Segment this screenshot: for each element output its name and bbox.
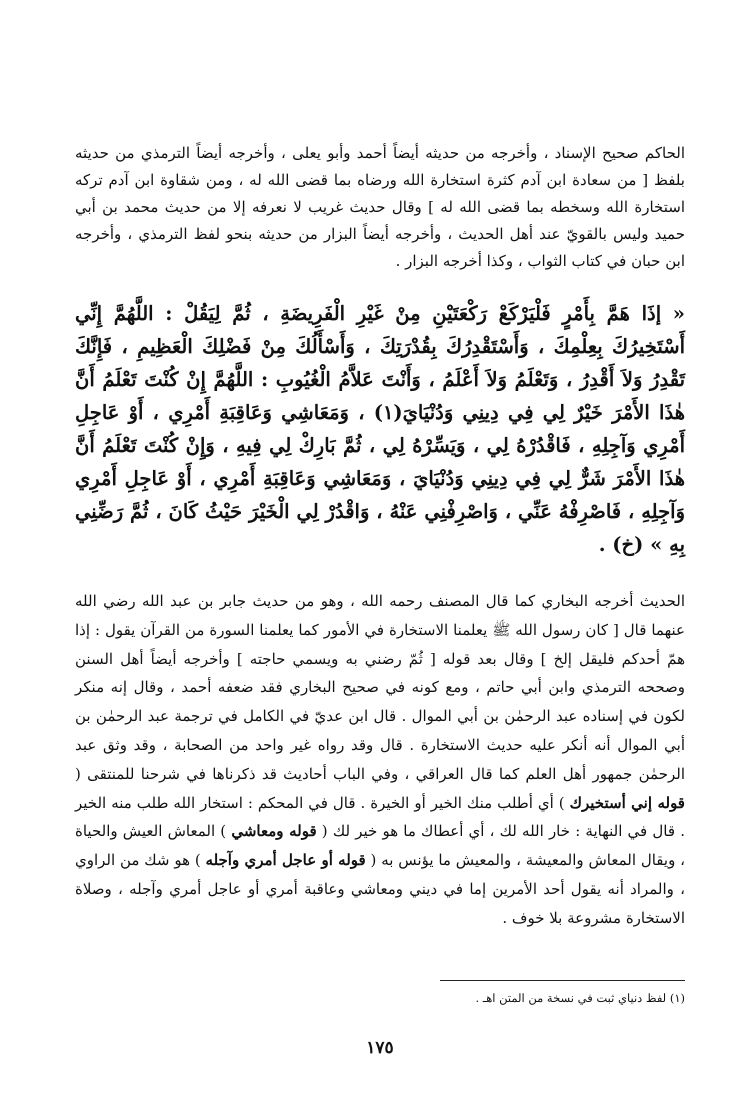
commentary-part-2: ) أي أطلب منك الخير أو الخيرة . قال في المحكم : استخار الله طلب منه الخير . قال في النهاية : خار الله لك ، أي أعطاك ما هو خير لك (	[75, 793, 685, 841]
quote-2: قوله ومعاشي	[231, 822, 317, 841]
commentary-part-1: الحديث أخرجه البخاري كما قال المصنف رحمه الله ، وهو من حديث جابر بن عبد الله رضي الله عنهما قال [ كان رسول الله ﷺ يعلمنا الاستخارة في الأمور كما يعلمنا السورة من القرآن يقول : إذا همّ أحدكم فليقل إلخ ] وقال بعد قوله [ ثُمّ رضني به ويسمي حاجته ] وأخرجه أيضاً أهل السنن وصححه الترمذي وابن أبي حاتم ، ومع كونه في صحيح البخاري فقد ضعفه أحمد ، وقال إنه منكر لكون في إسناده عبد الرحمٰن بن أبي الموال . قال ابن عديّ في الكامل في ترجمة عبد الرحمٰن بن أبي الموال أنه أنكر عليه حديث الاستخارة . قال وقد رواه غير واحد من الصحابة ، وقد وثق عبد الرحمٰن جمهور أهل العلم كما قال العراقي ، وفي الباب أحاديث قد ذكرناها في شرحنا للمنتقى (	[75, 592, 685, 783]
page-body	[75, 140, 685, 1080]
quote-3: قوله أو عاجل أمري وآجله	[205, 851, 366, 870]
paragraph-commentary	[75, 587, 685, 933]
hadith-text: « إذَا هَمَّ بِأَمْرٍ فَلْيَرْكَعْ رَكْعَتَيْنِ مِنْ غَيْرِ الْفَرِيضَةِ ، ثُمَّ لِيَقُلْ : اللَّهُمَّ إِنِّي أَسْتَخِيرُكَ بِعِلْمِكَ ، وَأَسْتَقْدِرُكَ بِقُدْرَتِكَ ، وَأَسْأَلُكَ مِنْ فَضْلِكَ الْعَظِيمِ ، فَإِنَّكَ تَقْدِرُ وَلاَ أَقْدِرُ ، وَتَعْلَمُ وَلاَ أَعْلَمُ ، وَأَنْتَ عَلاَّمُ الْغُيُوبِ : اللَّهُمَّ إِنْ كُنْتَ تَعْلَمُ أَنَّ هٰذَا الأَمْرَ خَيْرٌ لِي فِي دِينِي وَدُنْيَايَ(١) ، وَمَعَاشِي وَعَاقِبَةِ أَمْرِي ، أَوْ عَاجِلِ أَمْرِي وَآجِلِهِ ، فَاقْدُرْهُ لِي ، وَيَسِّرْهُ لِي ، ثُمَّ بَارِكْ لِي فِيهِ ، وَإِنْ كُنْتَ تَعْلَمُ أَنَّ هٰذَا الأَمْرَ شَرٌّ لِي فِي دِينِي وَدُنْيَايَ ، وَمَعَاشِي وَعَاقِبَةِ أَمْرِي ، أَوْ عَاجِلِ أَمْرِي وَآجِلِهِ ، فَاصْرِفْهُ عَنِّي ، وَاصْرِفْنِي عَنْهُ ، وَاقْدُرْ لِي الْخَيْرَ حَيْثُ كَانَ ، ثُمَّ رَضِّنِي بِهِ » (خ) .	[75, 302, 685, 556]
paragraph-intro: الحاكم صحيح الإسناد ، وأخرجه من حديثه أيضاً أحمد وأبو يعلى ، وأخرجه أيضاً الترمذي من حديثه بلفظ [ من سعادة ابن آدم كثرة استخارة الله ورضاه بما قضى الله له ، ومن شقاوة ابن آدم تركه استخارة الله وسخطه بما قضى الله له ] وقال حديث غريب لا نعرفه إلا من حديث محمد بن أبي حميد وليس بالقويّ عند أهل الحديث ، وأخرجه أيضاً البزار من حديثه بنحو لفظ الترمذي ، وأخرجه ابن حبان في كتاب الثواب ، وكذا أخرجه البزار .	[75, 144, 685, 270]
footnote: (١) لفظ دنياي ثبت في نسخة من المتن اهـ .	[475, 991, 685, 1005]
page-number: ١٧٥	[366, 1038, 394, 1058]
quote-1: قوله إني أستخيرك	[569, 793, 685, 812]
commentary-part-3: ) المعاش العيش والحياة ، ويقال المعاش والمعيشة ، والمعيش ما يؤنس به (	[75, 822, 685, 870]
footnote-divider	[440, 980, 685, 981]
commentary-part-4: ) هو شك من الراوي ، والمراد أنه يقول أحد الأمرين إما في ديني ومعاشي وعاقبة أمري أو عاجل أمري وآجله ، وصلاة الاستخارة مشروعة بلا خوف .	[75, 851, 685, 927]
